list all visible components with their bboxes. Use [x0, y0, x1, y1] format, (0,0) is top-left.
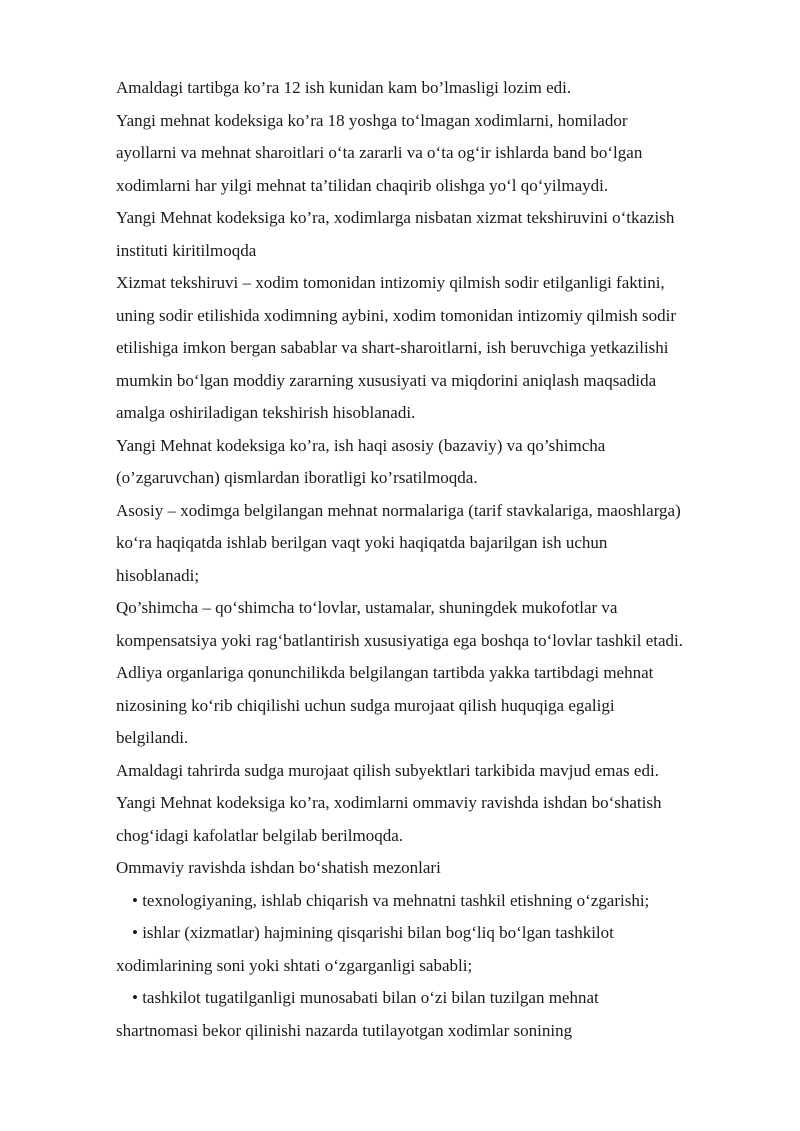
text-line: Yangi Mehnat kodeksiga ko’ra, ish haqi asosiy (bazaviy) va qo’shimcha: [116, 435, 606, 455]
text-line: Xizmat tekshiruvi – xodim tomonidan intizomiy qilmish sodir etilganligi faktini,: [116, 273, 665, 292]
bullet-continuation: xodimlarining soni yoki shtati o‘zgarganligi sababli;: [116, 955, 473, 975]
text-line: ayollarni va mehnat sharoitlari o‘ta zararli va o‘ta og‘ir ishlarda band bo‘lgan: [116, 143, 643, 162]
text-line: Yangi Mehnat kodeksiga ko’ra, xodimlarga nisbatan xizmat tekshiruvini o‘tkazish: [116, 208, 675, 227]
text-line: Amaldagi tahrirda sudga murojaat qilish subyektlari tarkibida mavjud emas edi.: [116, 760, 659, 780]
text-line: amalga oshiriladigan tekshirish hisoblanadi.: [116, 403, 416, 422]
text-line: xodimlarni har yilgi mehnat ta’tilidan chaqirib olishga yo‘l qo‘yilmaydi.: [116, 175, 609, 195]
text-line: uning sodir etilishida xodimning aybini, xodim tomonidan intizomiy qilmish sodir: [116, 305, 677, 325]
text-line: ko‘ra haqiqatda ishlab berilgan vaqt yoki haqiqatda bajarilgan ish uchun: [116, 533, 608, 552]
bullet-item: • ishlar (xizmatlar) hajmining qisqarishi bilan bog‘liq bo‘lgan tashkilot: [132, 923, 614, 942]
text-line: (o’zgaruvchan) qismlardan iboratligi ko’rsatilmoqda.: [116, 468, 478, 487]
text-line: kompensatsiya yoki rag‘batlantirish xususiyatiga ega boshqa to‘lovlar tashkil etadi.: [116, 630, 684, 650]
bullet-continuation: shartnomasi bekor qilinishi nazarda tutilayotgan xodimlar sonining: [116, 1020, 573, 1040]
text-line: mumkin bo‘lgan moddiy zararning xususiyati va miqdorini aniqlash maqsadida: [116, 370, 657, 390]
text-line: Yangi Mehnat kodeksiga ko’ra, xodimlarni ommaviy ravishda ishdan bo‘shatish: [116, 793, 662, 812]
text-line: etilishiga imkon bergan sabablar va shart-sharoitlarni, ish beruvchiga yetkazilishi: [116, 338, 669, 357]
bullet-item: • tashkilot tugatilganligi munosabati bilan o‘zi bilan tuzilgan mehnat: [132, 988, 599, 1007]
text-line: nizosining ko‘rib chiqilishi uchun sudga murojaat qilish huquqiga egaligi: [116, 695, 615, 715]
text-line: belgilandi.: [116, 728, 189, 747]
text-line: Asosiy – xodimga belgilangan mehnat normalariga (tarif stavkalariga, maoshlarga): [116, 500, 681, 520]
text-line: Amaldagi tartibga ko’ra 12 ish kunidan kam bo’lmasligi lozim edi.: [116, 78, 572, 97]
text-line: Qo’shimcha – qo‘shimcha to‘lovlar, ustamalar, shuningdek mukofotlar va: [116, 598, 618, 617]
text-line: hisoblanadi;: [116, 565, 200, 585]
section-heading: Ommaviy ravishda ishdan bo‘shatish mezonlari: [116, 858, 441, 877]
document-page: [116, 72, 756, 1047]
text-line: Yangi mehnat kodeksiga ko’ra 18 yoshga to‘lmagan xodimlarni, homilador: [116, 110, 628, 130]
text-line: instituti kiritilmoqda: [116, 240, 257, 260]
bullet-item: • texnologiyaning, ishlab chiqarish va mehnatni tashkil etishning o‘zgarishi;: [132, 890, 650, 910]
text-line: chog‘idagi kafolatlar belgilab berilmoqda.: [116, 825, 404, 845]
text-line: Adliya organlariga qonunchilikda belgilangan tartibda yakka tartibdagi mehnat: [116, 663, 654, 682]
